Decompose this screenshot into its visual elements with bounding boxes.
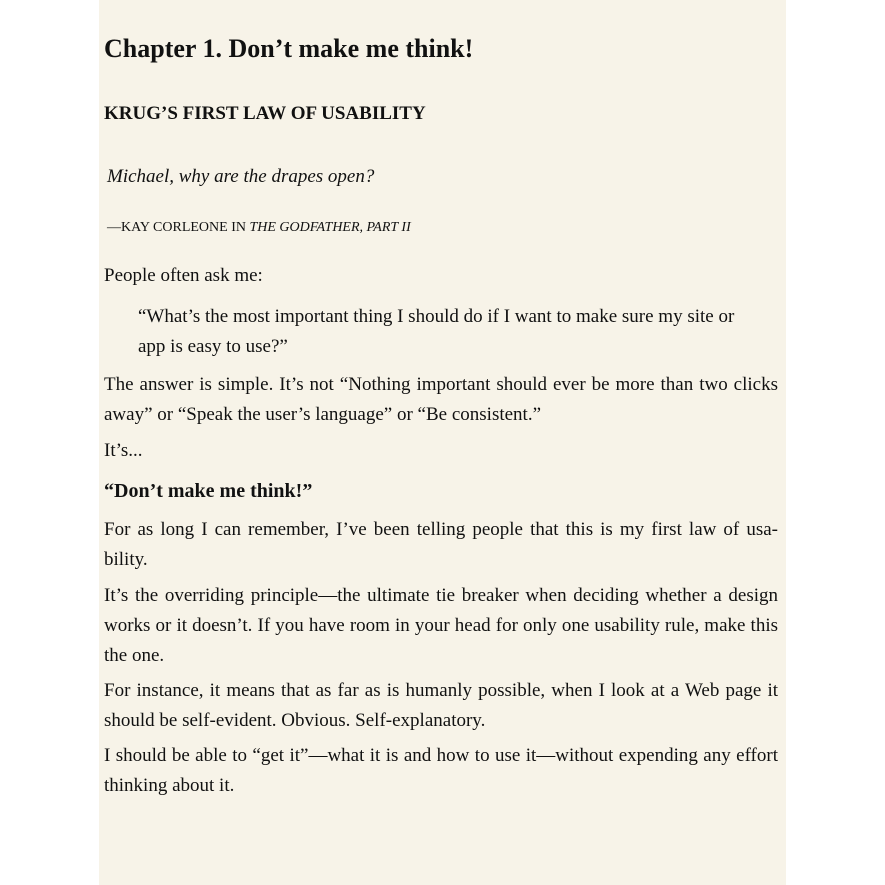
blockquote: “What’s the most important thing I should do if I want to make sure my site or app is easy to use?” — [138, 306, 735, 357]
paragraph-instance: For instance, it means that as far as is humanly possible, when I look at a Web page it should be self-evident. Obvious. Self-explanatory. — [104, 680, 778, 731]
attribution-prefix: —KAY CORLEONE IN — [107, 220, 250, 235]
paragraph-answer: The answer is simple. It’s not “Nothing important should ever be more than two clicks away” or “Speak the user’s language” or “Be consistent.” — [104, 374, 778, 425]
epigraph-attribution — [107, 219, 411, 237]
paragraph-its: It’s... — [104, 440, 143, 461]
chapter-title: Chapter 1. Don’t make me think! — [104, 34, 474, 63]
paragraph-intro: People often ask me: — [104, 265, 263, 286]
law-subhead: “Don’t make me think!” — [104, 480, 313, 502]
paragraph-get-it: I should be able to “get it”—what it is and how to use it—without expending any effort thinking about it. — [104, 745, 778, 796]
paragraph-first-law: For as long I can remember, I’ve been telling people that this is my first law of usa-bility. — [104, 519, 778, 570]
book-page — [99, 0, 786, 885]
attribution-work: THE GODFATHER, PART II — [249, 220, 411, 235]
section-title: KRUG’S FIRST LAW OF USABILITY — [104, 103, 426, 124]
paragraph-principle: It’s the overriding principle—the ultimate tie breaker when deciding whether a design works or it doesn’t. If you have room in your head for only one usability rule, make this the one. — [104, 585, 778, 666]
epigraph-quote: Michael, why are the drapes open? — [107, 166, 375, 187]
